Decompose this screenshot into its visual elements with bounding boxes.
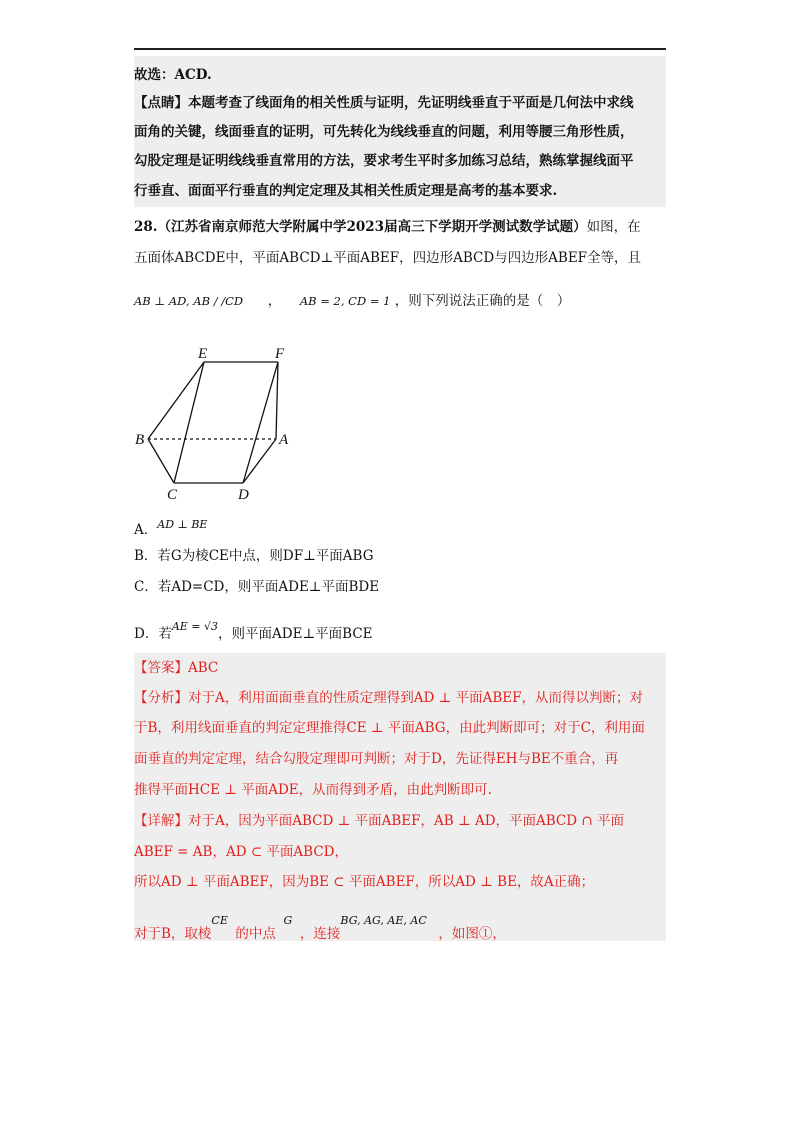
analysis-line-4: 推得平面HCE ⊥ 平面ADE，从而得到矛盾，由此判断即可. [134, 782, 492, 798]
label-a: A [279, 432, 289, 448]
solution-answer: 【答案】ABC [134, 660, 219, 676]
option-d-tail: ，则平面ADE⊥平面BCE [218, 626, 373, 642]
analysis-line-2: 于B，利用线面垂直的判定定理推得CE ⊥ 平面ABG，由此判断即可；对于C，利用面 [134, 720, 645, 736]
question-source: （江苏省南京师范大学附属中学2023届高三下学期开学测试数学试题） [157, 219, 587, 235]
question-line-1 [134, 218, 641, 236]
detail-line-4 [134, 912, 506, 943]
option-d-prefix: D．若 [134, 626, 172, 642]
edge-ec [174, 362, 204, 483]
midpoint-text: 的中点 [235, 926, 276, 942]
question-line-3 [134, 292, 570, 310]
detail-line-4-tail: ，如图①， [438, 926, 506, 942]
point-g-symbol: G [283, 914, 293, 927]
segment-set-symbol: BG, AG, AE, AC [340, 914, 427, 927]
edge-eb [148, 362, 204, 439]
label-d: D [238, 487, 249, 503]
edge-ce-symbol: CE [211, 914, 228, 927]
label-f: F [275, 346, 285, 362]
pentahedron-figure [130, 338, 300, 508]
edge-fd [243, 362, 278, 483]
question-line-1-tail: 如图，在 [586, 219, 641, 235]
prev-comment-line-1: 【点睛】本题考查了线面角的相关性质与证明，先证明线垂直于平面是几何法中求线 [134, 95, 634, 111]
analysis-line-3: 面垂直的判定定理，结合勾股定理即可判断；对于D，先证得EH与BE不重合，再 [134, 751, 619, 767]
label-c: C [167, 487, 178, 503]
analysis-line-1: 【分析】对于A，利用面面垂直的性质定理得到AD ⊥ 平面ABEF，从而得以判断；对 [134, 690, 643, 706]
detail-line-3: 所以AD ⊥ 平面ABEF，因为BE ⊂ 平面ABEF，所以AD ⊥ BE，故A正确； [134, 874, 595, 890]
prev-comment-line-4: 行垂直、面面平行垂直的判定定理及其相关性质定理是高考的基本要求. [134, 183, 558, 199]
question-line-2: 五面体ABCDE中，平面ABCD⊥平面ABEF，四边形ABCD与四边形ABEF全等，且 [134, 250, 642, 266]
edge-bc [148, 439, 174, 483]
detail-line-2: ABEF = AB，AD ⊂ 平面ABCD， [134, 844, 348, 860]
option-a-math: AD ⊥ BE [157, 518, 208, 531]
edge-fa [276, 362, 278, 439]
condition-lengths: AB = 2, CD = 1 [299, 294, 391, 308]
detail-line-4-prefix: 对于B，取棱 [134, 926, 212, 942]
option-a [134, 516, 207, 539]
edge-da [243, 439, 276, 483]
prev-comment-line-3: 勾股定理是证明线线垂直常用的方法，要求考生平时多加练习总结，熟练掌握线面平 [134, 153, 634, 169]
option-a-prefix: A． [134, 522, 158, 538]
detail-line-1: 【详解】对于A，因为平面ABCD ⊥ 平面ABEF，AB ⊥ AD，平面ABCD ∩ 平面 [134, 813, 624, 829]
prev-answer: 故选：ACD. [134, 67, 212, 83]
top-rule [134, 48, 666, 50]
label-e: E [198, 346, 208, 362]
condition-separator: ， [267, 293, 282, 309]
option-d-math: AE = √3 [171, 620, 219, 633]
prev-comment-line-2: 面角的关键，线面垂直的证明，可先转化为线线垂直的问题，利用等腰三角形性质， [134, 124, 634, 140]
question-line-3-tail: ，则下列说法正确的是（ ） [394, 293, 571, 309]
option-b: B．若G为棱CE中点，则DF⊥平面ABG [134, 548, 374, 564]
question-number: 28. [134, 219, 158, 235]
option-d [134, 618, 373, 643]
condition-perp-parallel: AB ⊥ AD, AB / /CD [134, 294, 244, 308]
connect-text: ，连接 [299, 926, 341, 942]
option-c: C．若AD=CD，则平面ADE⊥平面BDE [134, 579, 380, 595]
label-b: B [135, 432, 145, 448]
